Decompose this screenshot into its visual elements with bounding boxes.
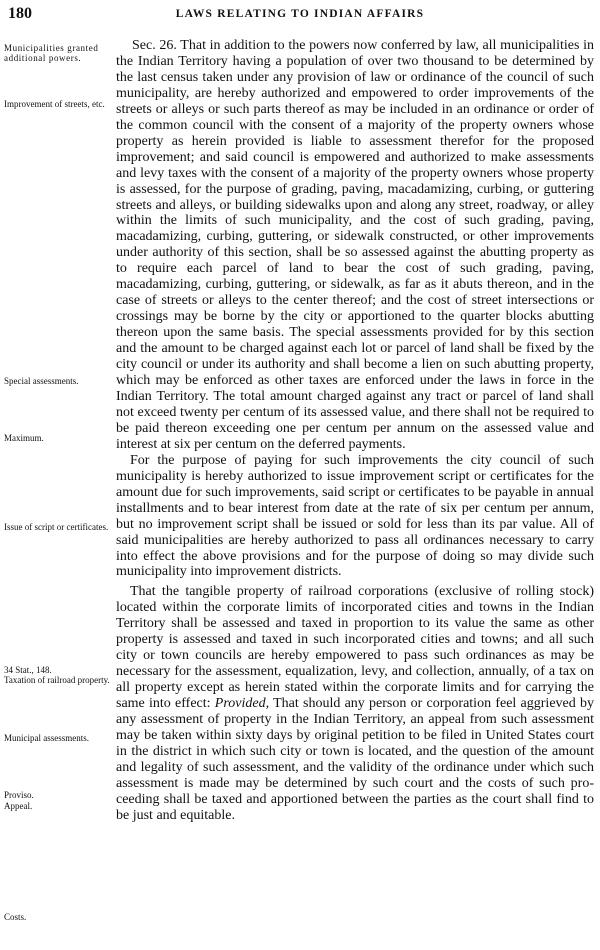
margin-note-municipalities: Municipalities granted additional powers. — [4, 43, 99, 63]
margin-note-scrip: Issue of script or certificates. — [4, 522, 109, 532]
body-text — [116, 38, 594, 824]
margin-note-improvement: Improvement of streets, etc. — [4, 99, 105, 109]
page-number: 180 — [8, 5, 32, 22]
proviso-word: Provided, — [214, 696, 270, 712]
appeal-text: That should any person or corporation feel aggrieved by any assessment of property in the Indian Territory, an appeal from such assessment may be taken within sixty days by original petition to be filed in United States court in the district in which such city or town is located, and the question of the amount and legality of such assessment, and the validity of the ordinance under which such assessment is made may be determined by such court and the costs of such proceeding shall be taxed and apportioned between the parties as the court shall find to be just and equitable. — [116, 696, 594, 823]
margin-note-railroad: Taxation of railroad property. — [4, 675, 110, 685]
section-26-paragraph: Sec. 26. That in addition to the powers now conferred by law, all municipalities in the Indian Territory having a population of over two thousand to be determined by the last census taken under any provision of law or ordinance of the council of such municipality, are hereby authorized and empowered to order improvements of the streets or alleys or such parts thereof as may be included in an ordinance or order of the common council with the consent of a majority of the property owners whose property as herein provided is liable to assessment therefor for the proposed improvement; and said council is empowered and authorized to make assessments and levy taxes with the consent of a majority of the property owners whose property is assessed, for the purpose of grading, paving, macadamizing, curbing, or guttering streets and alleys, or building sidewalks upon and along any street, roadway, or alley within the limits of such municipality, and the cost of such grading, paving, macadamizing, curbing, guttering, or sidewalk constructed, or other improvements under authority of this section, shall be so assessed against the abutting property as to require each parcel of land to bear the cost of such grading, paving, macadamizing, curbing, guttering, or sidewalk, as far as it abuts thereon, and in the case of streets or alleys to the center thereof; and the cost of street intersections or crossings may be borne by the city or apportioned to the quarter blocks abutting thereon upon the same basis. The special assessments provided for by this section and the amount to be charged against each lot or parcel of land shall be fixed by the city council or under its authority and shall become a lien on such abutting property, which may be enforced as other taxes are enforced under the laws in force in the Indian Territory. The total amount charged against any tract or parcel of land shall not exceed twenty per centum of its assessed value, and there shall not be required to be paid thereon exceeding one per centum per annum on the assessed value and interest at six per centum on the deferred payments. — [116, 38, 594, 452]
railroad-text: That the tangible property of railroad corporations (exclusive of rolling stock) located within the corporate limits of incorporated cities and towns in the Indian Territory shall be assessed and taxed in proportion to its value the same as other property is assessed and taxed in such incorporated cities and towns; and all such city or town councils are hereby empowered to pass such ordinances as may be necessary for the assessment, equalization, levy, and collection, annually, of a tax on all property except as herein stated within the corporate limits and for carrying the same into effect: — [116, 584, 594, 712]
margin-note-municipal-assessments: Municipal assessments. — [4, 733, 89, 743]
margin-note-appeal: Appeal. — [4, 801, 33, 811]
railroad-taxation-paragraph — [116, 584, 594, 823]
margin-note-proviso: Proviso. — [4, 790, 34, 800]
margin-note-costs: Costs. — [4, 912, 27, 922]
improvement-scrip-paragraph: For the purpose of paying for such improvements the city council of such municipality is hereby authorized to issue improvement script or certificates for the amount due for such improvements, said script or certificates to be payable in annual installments and to bear interest from date at the rate of six per centum per annum, but no improvement script shall be issued or sold for less than its par value. All of said municipalities are hereby authorized to pass all ordinances necessary to carry into effect the above provisions and for the purpose of doing so may divide such municipality into improvement districts. — [116, 452, 594, 580]
margin-note-statute: 34 Stat., 148. — [4, 665, 52, 675]
running-title: LAWS RELATING TO INDIAN AFFAIRS — [175, 8, 425, 20]
margin-note-maximum: Maximum. — [4, 433, 44, 443]
margin-notes — [0, 0, 116, 950]
margin-note-special-assessments: Special assessments. — [4, 376, 79, 386]
